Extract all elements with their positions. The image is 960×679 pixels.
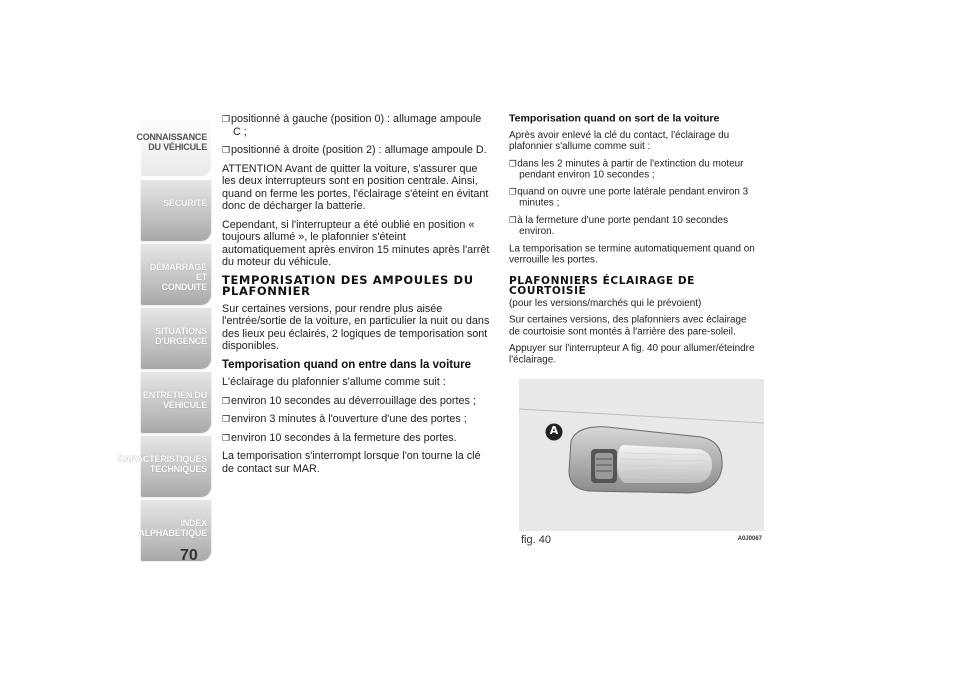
- tab-index-alphabetique[interactable]: [138, 500, 211, 560]
- figure-40: [519, 379, 764, 546]
- checkbox-bullet-icon: ❒: [509, 186, 517, 197]
- page-number: 70: [180, 547, 198, 564]
- right-column: [509, 113, 755, 371]
- tab-demarrage-et-conduite[interactable]: [141, 244, 211, 304]
- checkbox-bullet-icon: ❒: [222, 114, 231, 124]
- checkbox-bullet-icon: ❒: [509, 158, 517, 168]
- paragraph: Cependant, si l'interrupteur a été oublié en position « toujours allumé », le plafonnier s'éteint automatiquement après environ 15 minutes après l'arrêt du moteur du véhicule.: [222, 218, 490, 268]
- tab-situations-d-urgence[interactable]: [141, 308, 211, 368]
- paragraph: Après avoir enlevé la clé du contact, l'éclairage du plafonnier s'allume comme suit :: [509, 129, 730, 152]
- list-item: ❒positionné à droite (position 2) : allumage ampoule D.: [222, 144, 487, 156]
- checkbox-bullet-icon: ❒: [222, 414, 231, 424]
- section-heading: PLAFONNIERS ÉCLAIRAGE DE COURTOISIE: [509, 273, 695, 297]
- figure-image: [519, 379, 764, 531]
- checkbox-bullet-icon: ❒: [509, 215, 517, 225]
- attention-note: ATTENTION Avant de quitter la voiture, s'assurer que les deux interrupteurs sont en position centrale. Ainsi, quand on ferme les portes, l'éclairage s'éteint en évitant donc de décharger la batterie.: [222, 162, 489, 212]
- list-item: ❒environ 10 secondes à la fermeture des portes.: [222, 431, 457, 444]
- paragraph: L'éclairage du plafonnier s'allume comme suit :: [222, 376, 446, 388]
- tab-entretien-du-vehicule[interactable]: [141, 372, 211, 432]
- tab-caracteristiques-techniques[interactable]: [117, 436, 211, 496]
- list-item: ❒à la fermeture d'une porte pendant 10 secondes environ.: [509, 214, 729, 237]
- tab-label: DÉMARRAGE ET CONDUITE: [149, 262, 207, 292]
- paragraph: Appuyer sur l'interrupteur A fig. 40 pour allumer/éteindre l'éclairage.: [509, 342, 755, 366]
- tab-label: SITUATIONS D'URGENCE: [155, 326, 207, 346]
- paragraph: La temporisation se termine automatiquement quand on verrouille les portes.: [509, 242, 755, 266]
- paragraph: Sur certaines versions, des plafonniers avec éclairage de courtoisie sont montés à l'arrière des pare-soleil.: [509, 314, 747, 337]
- subsection-heading: Temporisation quand on entre dans la voiture: [222, 358, 471, 371]
- checkbox-bullet-icon: ❒: [222, 432, 231, 443]
- checkbox-bullet-icon: ❒: [222, 145, 231, 155]
- figure-code: A0J0067: [737, 536, 762, 542]
- left-column: [222, 113, 492, 481]
- list-item: ❒positionné à gauche (position 0) : allumage ampoule C ;: [222, 113, 482, 138]
- section-heading: TEMPORISATION DES AMPOULES DU PLAFONNIER: [222, 272, 474, 298]
- chapter-sidebar: [117, 116, 211, 564]
- availability-note: (pour les versions/marchés qui le prévoient): [509, 297, 702, 309]
- list-item: ❒environ 10 secondes au déverrouillage des portes ;: [222, 394, 476, 407]
- subsection-heading: Temporisation quand on sort de la voiture: [509, 113, 720, 125]
- tab-label: SÉCURITÉ: [163, 198, 207, 208]
- checkbox-bullet-icon: ❒: [222, 395, 231, 406]
- list-item: ❒quand on ouvre une porte latérale pendant environ 3 minutes ;: [509, 185, 749, 209]
- figure-caption: fig. 40: [521, 534, 551, 546]
- tab-connaissance-du-vehicule[interactable]: [136, 116, 211, 176]
- tab-label: ENTRETIEN DU VÉHICULE: [142, 390, 207, 410]
- callout-a-label: A: [549, 424, 559, 437]
- tab-label: INDEX ALPHABÉTIQUE: [138, 518, 207, 538]
- tab-label: CONNAISSANCE DU VÉHICULE: [136, 132, 207, 152]
- paragraph: La temporisation s'interrompt lorsque l'on tourne la clé de contact sur MAR.: [222, 450, 481, 475]
- list-item: ❒dans les 2 minutes à partir de l'extinction du moteur pendant environ 10 secondes ;: [509, 157, 744, 181]
- tab-label: CARACTÉRISTIQUES TECHNIQUES: [117, 454, 207, 474]
- list-item: ❒environ 3 minutes à l'ouverture d'une des portes ;: [222, 413, 467, 425]
- tab-securite[interactable]: [141, 180, 211, 240]
- courtesy-light-illustration: [519, 379, 764, 531]
- paragraph: Sur certaines versions, pour rendre plus aisée l'entrée/sortie de la voiture, en particulier la nuit ou dans des lieux peu éclairés, 2 logiques de temporisation sont disponibles.: [222, 302, 490, 352]
